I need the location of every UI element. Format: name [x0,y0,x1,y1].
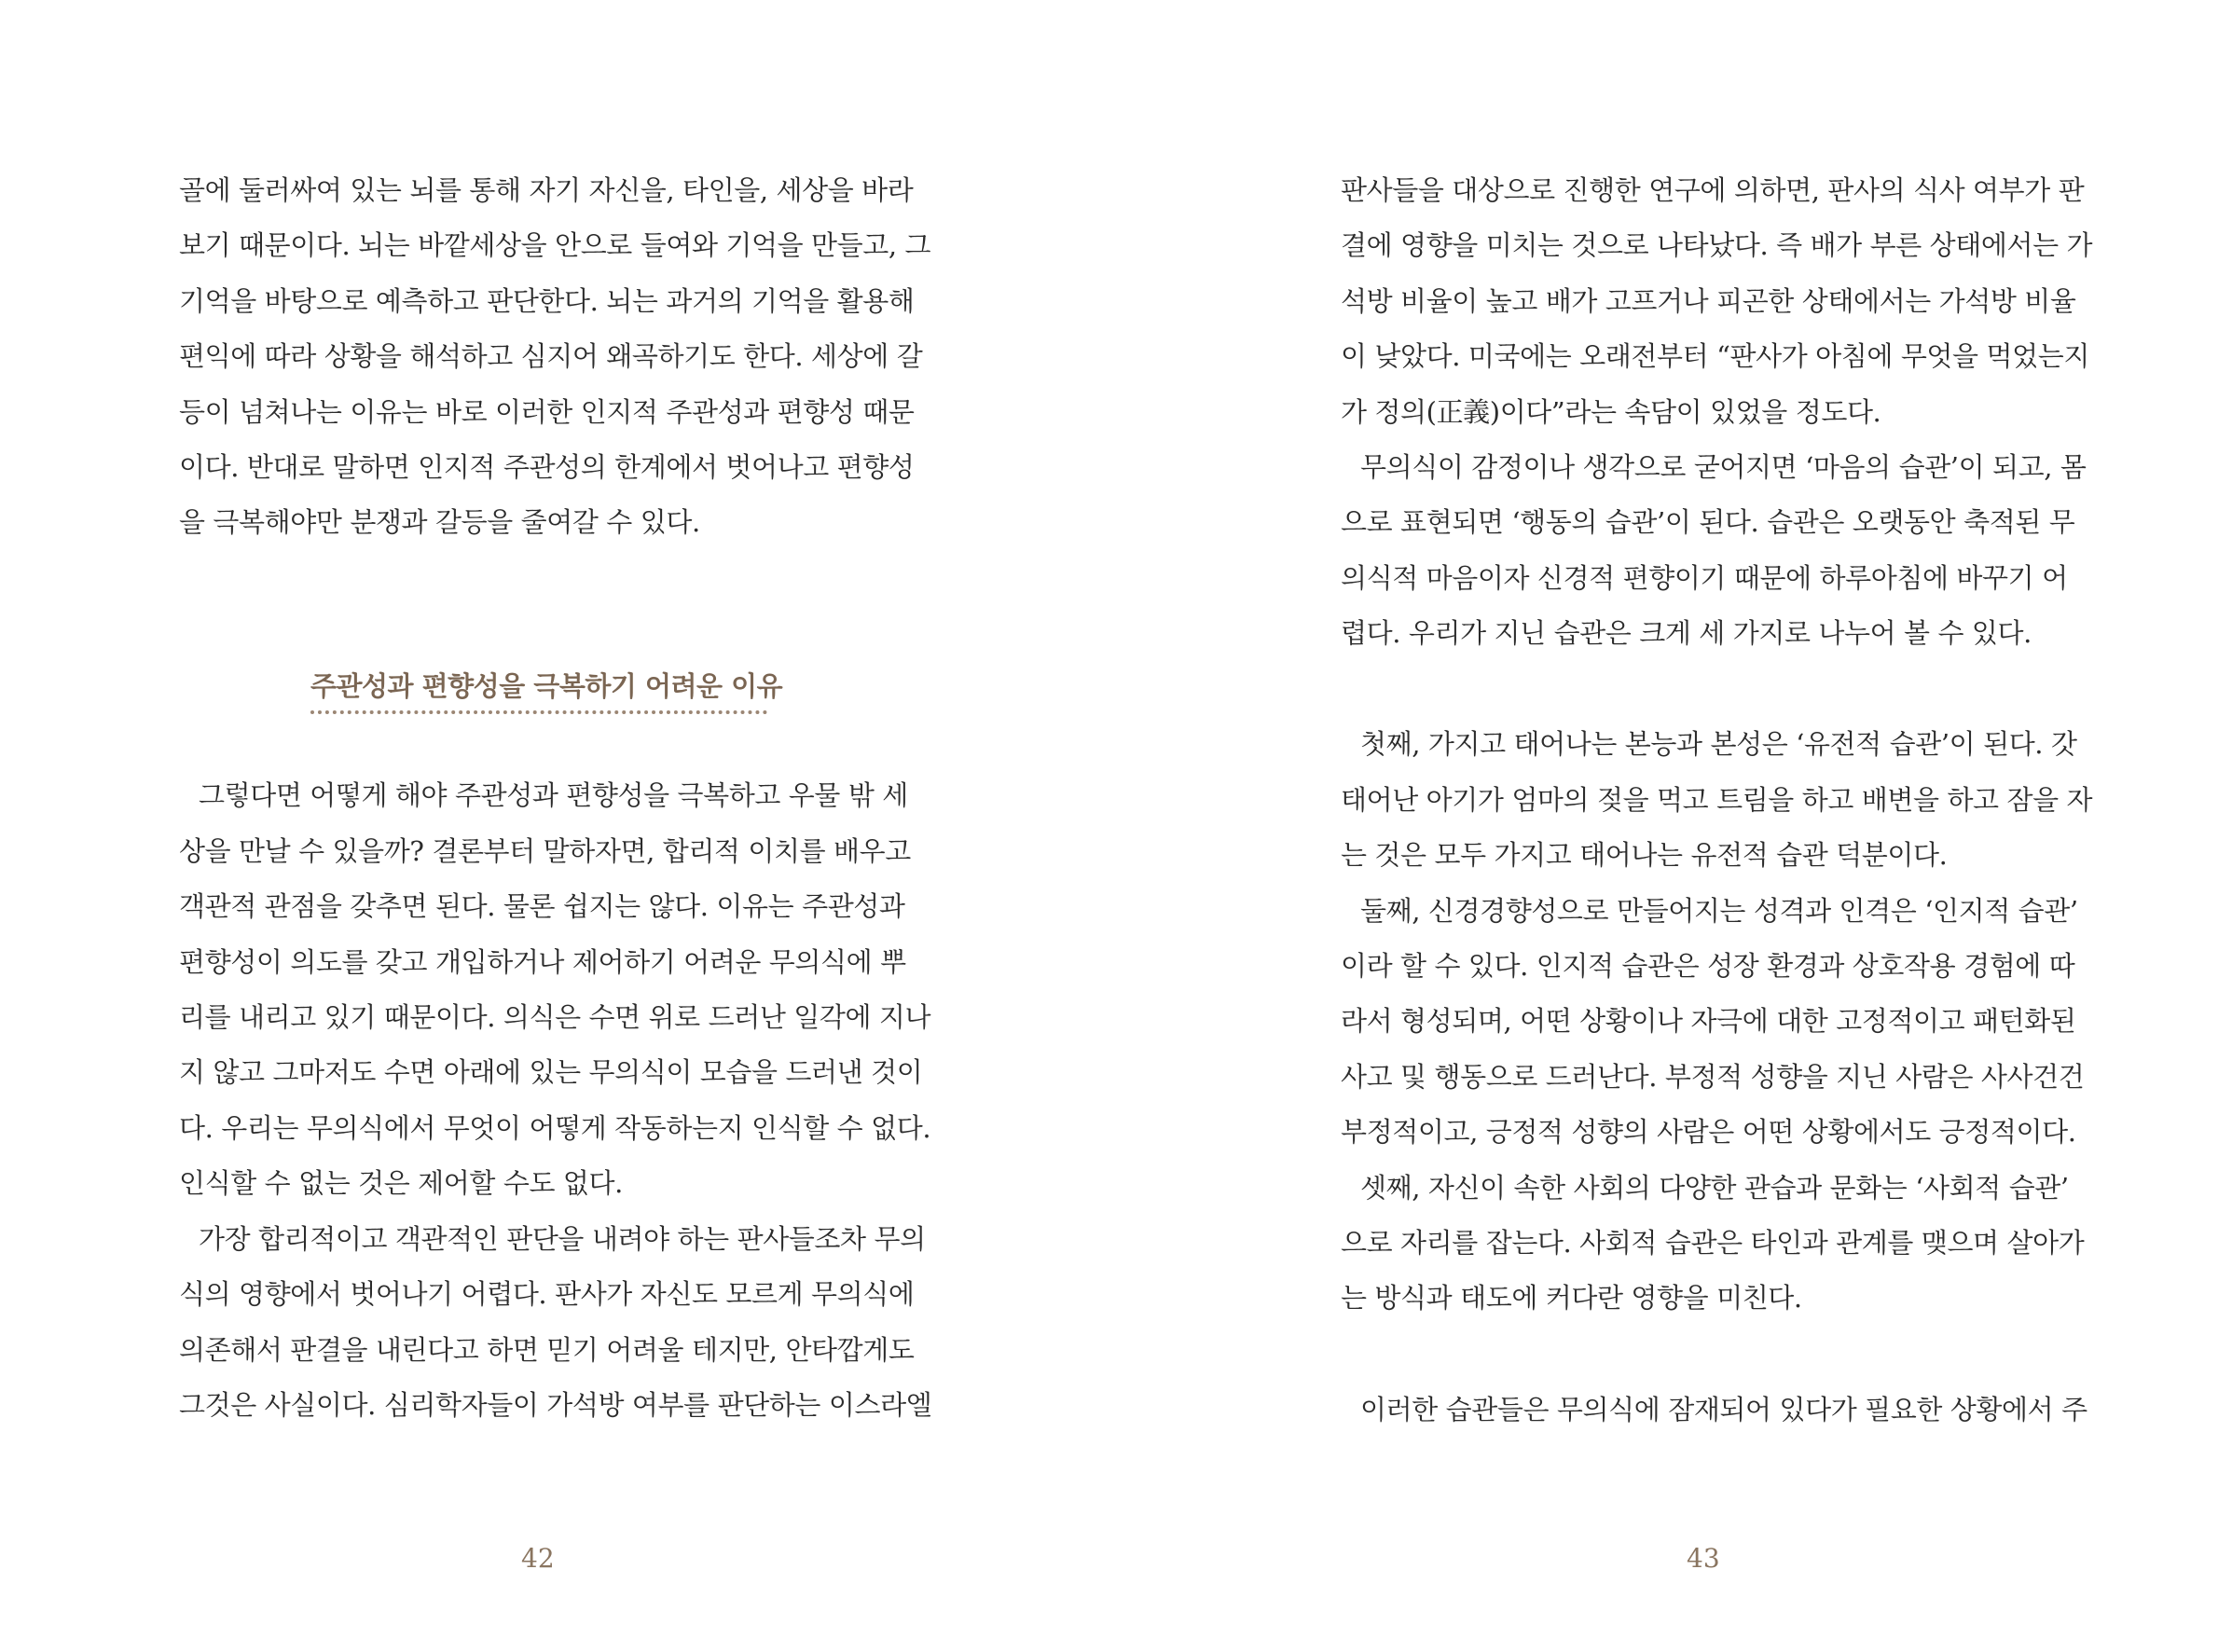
text-line: 사고 및 행동으로 드러난다. 부정적 성향을 지닌 사람은 사사건건 [1341,1061,2085,1093]
text-line: 편익에 따라 상황을 해석하고 심지어 왜곡하기도 한다. 세상에 갈 [179,340,923,372]
text-line: 는 것은 모두 가지고 태어나는 유전적 습관 덕분이다. [1341,839,1948,871]
text-line: 을 극복해야만 분쟁과 갈등을 줄여갈 수 있다. [179,506,700,538]
text-line: 이다. 반대로 말하면 인지적 주관성의 한계에서 벗어나고 편향성 [179,451,915,483]
text-line: 라서 형성되며, 어떤 상황이나 자극에 대한 고정적이고 패턴화된 [1341,1005,2076,1037]
text-line: 편향성이 의도를 갖고 개입하거나 제어하기 어려운 무의식에 뿌 [179,946,906,978]
text-line: 렵다. 우리가 지닌 습관은 크게 세 가지로 나누어 볼 수 있다. [1341,617,2032,649]
text-line: 는 방식과 태도에 커다란 영향을 미친다. [1341,1282,1802,1314]
text-line: 인식할 수 없는 것은 제어할 수도 없다. [179,1167,623,1199]
page-number: 42 [521,1543,555,1574]
text-line: 으로 자리를 잡는다. 사회적 습관은 타인과 관계를 맺으며 살아가 [1341,1227,2085,1259]
text-line: 이러한 습관들은 무의식에 잠재되어 있다가 필요한 상황에서 주 [1360,1394,2087,1425]
text-line: 가장 합리적이고 객관적인 판단을 내려야 하는 판사들조차 무의 [199,1223,926,1255]
text-line: 기억을 바탕으로 예측하고 판단한다. 뇌는 과거의 기억을 활용해 [179,285,915,317]
text-line: 첫째, 가지고 태어나는 본능과 본성은 ‘유전적 습관’이 된다. 갓 [1360,728,2077,760]
text-line: 객관적 관점을 갖추면 된다. 물론 쉽지는 않다. 이유는 주관성과 [179,890,905,922]
text-line: 석방 비율이 높고 배가 고프거나 피곤한 상태에서는 가석방 비율 [1341,285,2076,317]
text-line: 이라 할 수 있다. 인지적 습관은 성장 환경과 상호작용 경험에 따 [1341,950,2075,982]
text-line: 태어난 아기가 엄마의 젖을 먹고 트림을 하고 배변을 하고 잠을 자 [1341,784,2093,816]
text-line: 골에 둘러싸여 있는 뇌를 통해 자기 자신을, 타인을, 세상을 바라 [179,174,914,206]
text-line: 다. 우리는 무의식에서 무엇이 어떻게 작동하는지 인식할 수 없다. [179,1112,931,1144]
text-line: 부정적이고, 긍정적 성향의 사람은 어떤 상황에서도 긍정적이다. [1341,1116,2076,1148]
heading-dotted-underline [310,710,767,714]
text-line: 의존해서 판결을 내린다고 하면 믿기 어려울 테지만, 안타깝게도 [179,1334,915,1366]
text-line: 가 정의(正義)이다”라는 속담이 있었을 정도다. [1341,396,1881,428]
text-line: 으로 표현되면 ‘행동의 습관’이 된다. 습관은 오랫동안 축적된 무 [1341,506,2075,538]
text-line: 지 않고 그마저도 수면 아래에 있는 무의식이 모습을 드러낸 것이 [179,1056,923,1088]
section-heading: 주관성과 편향성을 극복하기 어려운 이유 [310,670,783,702]
text-line: 둘째, 신경경향성으로 만들어지는 성격과 인격은 ‘인지적 습관’ [1360,895,2078,927]
right-page [1116,0,2232,1652]
text-line: 등이 넘쳐나는 이유는 바로 이러한 인지적 주관성과 편향성 때문 [179,396,915,428]
text-line: 무의식이 감정이나 생각으로 굳어지면 ‘마음의 습관’이 되고, 몸 [1360,451,2087,483]
text-line: 판사들을 대상으로 진행한 연구에 의하면, 판사의 식사 여부가 판 [1341,174,2085,206]
text-line: 리를 내리고 있기 때문이다. 의식은 수면 위로 드러난 일각에 지나 [179,1001,931,1033]
text-line: 상을 만날 수 있을까? 결론부터 말하자면, 합리적 이치를 배우고 [179,835,911,867]
text-line: 그렇다면 어떻게 해야 주관성과 편향성을 극복하고 우물 밖 세 [199,779,908,811]
text-line: 보기 때문이다. 뇌는 바깥세상을 안으로 들여와 기억을 만들고, 그 [179,229,931,261]
page-number: 43 [1687,1543,1720,1574]
text-line: 셋째, 자신이 속한 사회의 다양한 관습과 문화는 ‘사회적 습관’ [1360,1172,2069,1204]
text-line: 의식적 마음이자 신경적 편향이기 때문에 하루아침에 바꾸기 어 [1341,562,2068,594]
text-line: 이 낮았다. 미국에는 오래전부터 “판사가 아침에 무엇을 먹었는지 [1341,340,2089,372]
text-line: 그것은 사실이다. 심리학자들이 가석방 여부를 판단하는 이스라엘 [179,1389,932,1421]
text-line: 결에 영향을 미치는 것으로 나타났다. 즉 배가 부른 상태에서는 가 [1341,229,2093,261]
text-line: 식의 영향에서 벗어나기 어렵다. 판사가 자신도 모르게 무의식에 [179,1278,915,1310]
